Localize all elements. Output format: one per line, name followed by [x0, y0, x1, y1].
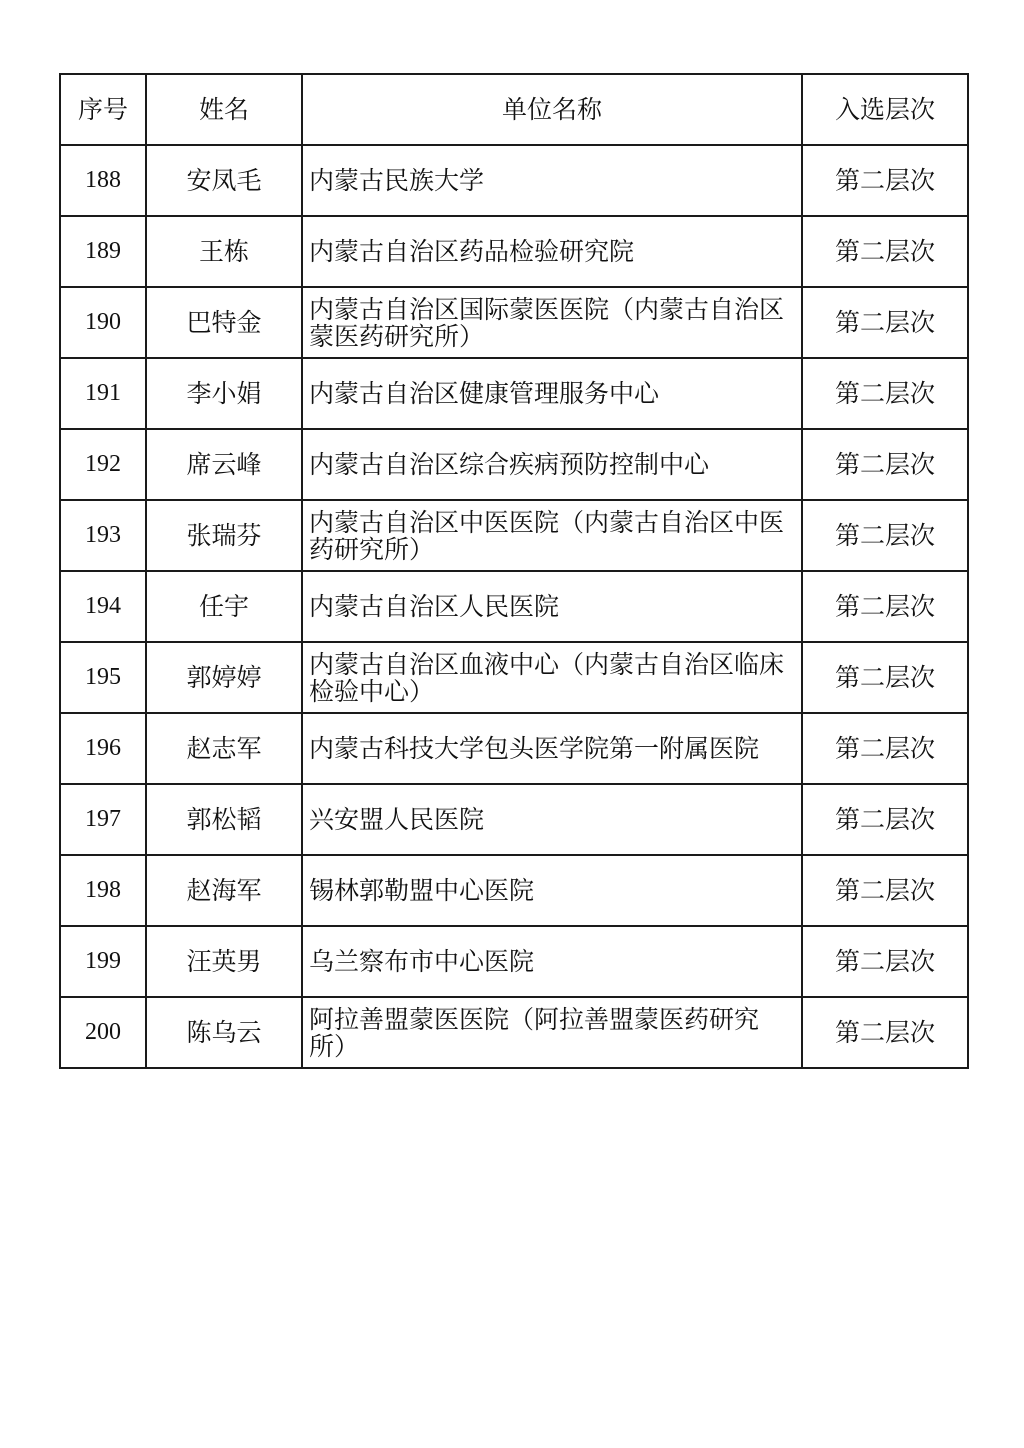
row-seq: 194: [60, 571, 146, 642]
header-seq: 序号: [60, 74, 146, 145]
header-name: 姓名: [146, 74, 302, 145]
row-seq: 196: [60, 713, 146, 784]
row-unit: 阿拉善盟蒙医医院（阿拉善盟蒙医药研究所）: [302, 997, 802, 1068]
row-level: 第二层次: [802, 216, 968, 287]
table-row: [60, 145, 968, 216]
row-level: 第二层次: [802, 571, 968, 642]
table-row: [60, 216, 968, 287]
row-seq: 191: [60, 358, 146, 429]
row-seq: 192: [60, 429, 146, 500]
row-level: 第二层次: [802, 429, 968, 500]
row-seq: 197: [60, 784, 146, 855]
row-name: 巴特金: [146, 287, 302, 358]
row-seq: 190: [60, 287, 146, 358]
row-unit: 内蒙古自治区血液中心（内蒙古自治区临床检验中心）: [302, 642, 802, 713]
row-unit: 内蒙古民族大学: [302, 145, 802, 216]
row-unit: 内蒙古自治区健康管理服务中心: [302, 358, 802, 429]
row-level: 第二层次: [802, 855, 968, 926]
table-row: [60, 571, 968, 642]
table-row: [60, 713, 968, 784]
row-unit: 内蒙古自治区国际蒙医医院（内蒙古自治区蒙医药研究所）: [302, 287, 802, 358]
row-name: 陈乌云: [146, 997, 302, 1068]
row-name: 赵志军: [146, 713, 302, 784]
header-row: [60, 74, 968, 145]
table-row: [60, 287, 968, 358]
row-name: 郭婷婷: [146, 642, 302, 713]
row-name: 安凤毛: [146, 145, 302, 216]
row-seq: 193: [60, 500, 146, 571]
row-unit: 内蒙古科技大学包头医学院第一附属医院: [302, 713, 802, 784]
row-unit: 锡林郭勒盟中心医院: [302, 855, 802, 926]
row-level: 第二层次: [802, 926, 968, 997]
table-row: [60, 358, 968, 429]
row-name: 张瑞芬: [146, 500, 302, 571]
header-level: 入选层次: [802, 74, 968, 145]
row-seq: 189: [60, 216, 146, 287]
row-seq: 198: [60, 855, 146, 926]
row-level: 第二层次: [802, 287, 968, 358]
row-name: 郭松韬: [146, 784, 302, 855]
row-name: 王栋: [146, 216, 302, 287]
row-name: 席云峰: [146, 429, 302, 500]
table-header: [60, 74, 968, 145]
table-row: [60, 997, 968, 1068]
table-row: [60, 784, 968, 855]
table-row: [60, 500, 968, 571]
row-name: 汪英男: [146, 926, 302, 997]
row-level: 第二层次: [802, 784, 968, 855]
row-seq: 188: [60, 145, 146, 216]
table-row: [60, 642, 968, 713]
row-level: 第二层次: [802, 642, 968, 713]
row-seq: 200: [60, 997, 146, 1068]
row-name: 赵海军: [146, 855, 302, 926]
header-unit: 单位名称: [302, 74, 802, 145]
row-unit: 内蒙古自治区人民医院: [302, 571, 802, 642]
table-row: [60, 429, 968, 500]
row-level: 第二层次: [802, 997, 968, 1068]
row-level: 第二层次: [802, 358, 968, 429]
row-unit: 内蒙古自治区综合疾病预防控制中心: [302, 429, 802, 500]
row-name: 李小娟: [146, 358, 302, 429]
row-level: 第二层次: [802, 145, 968, 216]
table-body: [60, 145, 968, 1068]
row-level: 第二层次: [802, 500, 968, 571]
roster-table: [59, 73, 969, 1069]
row-seq: 195: [60, 642, 146, 713]
row-unit: 内蒙古自治区中医医院（内蒙古自治区中医药研究所）: [302, 500, 802, 571]
row-unit: 内蒙古自治区药品检验研究院: [302, 216, 802, 287]
row-name: 任宇: [146, 571, 302, 642]
table-row: [60, 855, 968, 926]
row-unit: 乌兰察布市中心医院: [302, 926, 802, 997]
row-seq: 199: [60, 926, 146, 997]
row-level: 第二层次: [802, 713, 968, 784]
row-unit: 兴安盟人民医院: [302, 784, 802, 855]
table-row: [60, 926, 968, 997]
